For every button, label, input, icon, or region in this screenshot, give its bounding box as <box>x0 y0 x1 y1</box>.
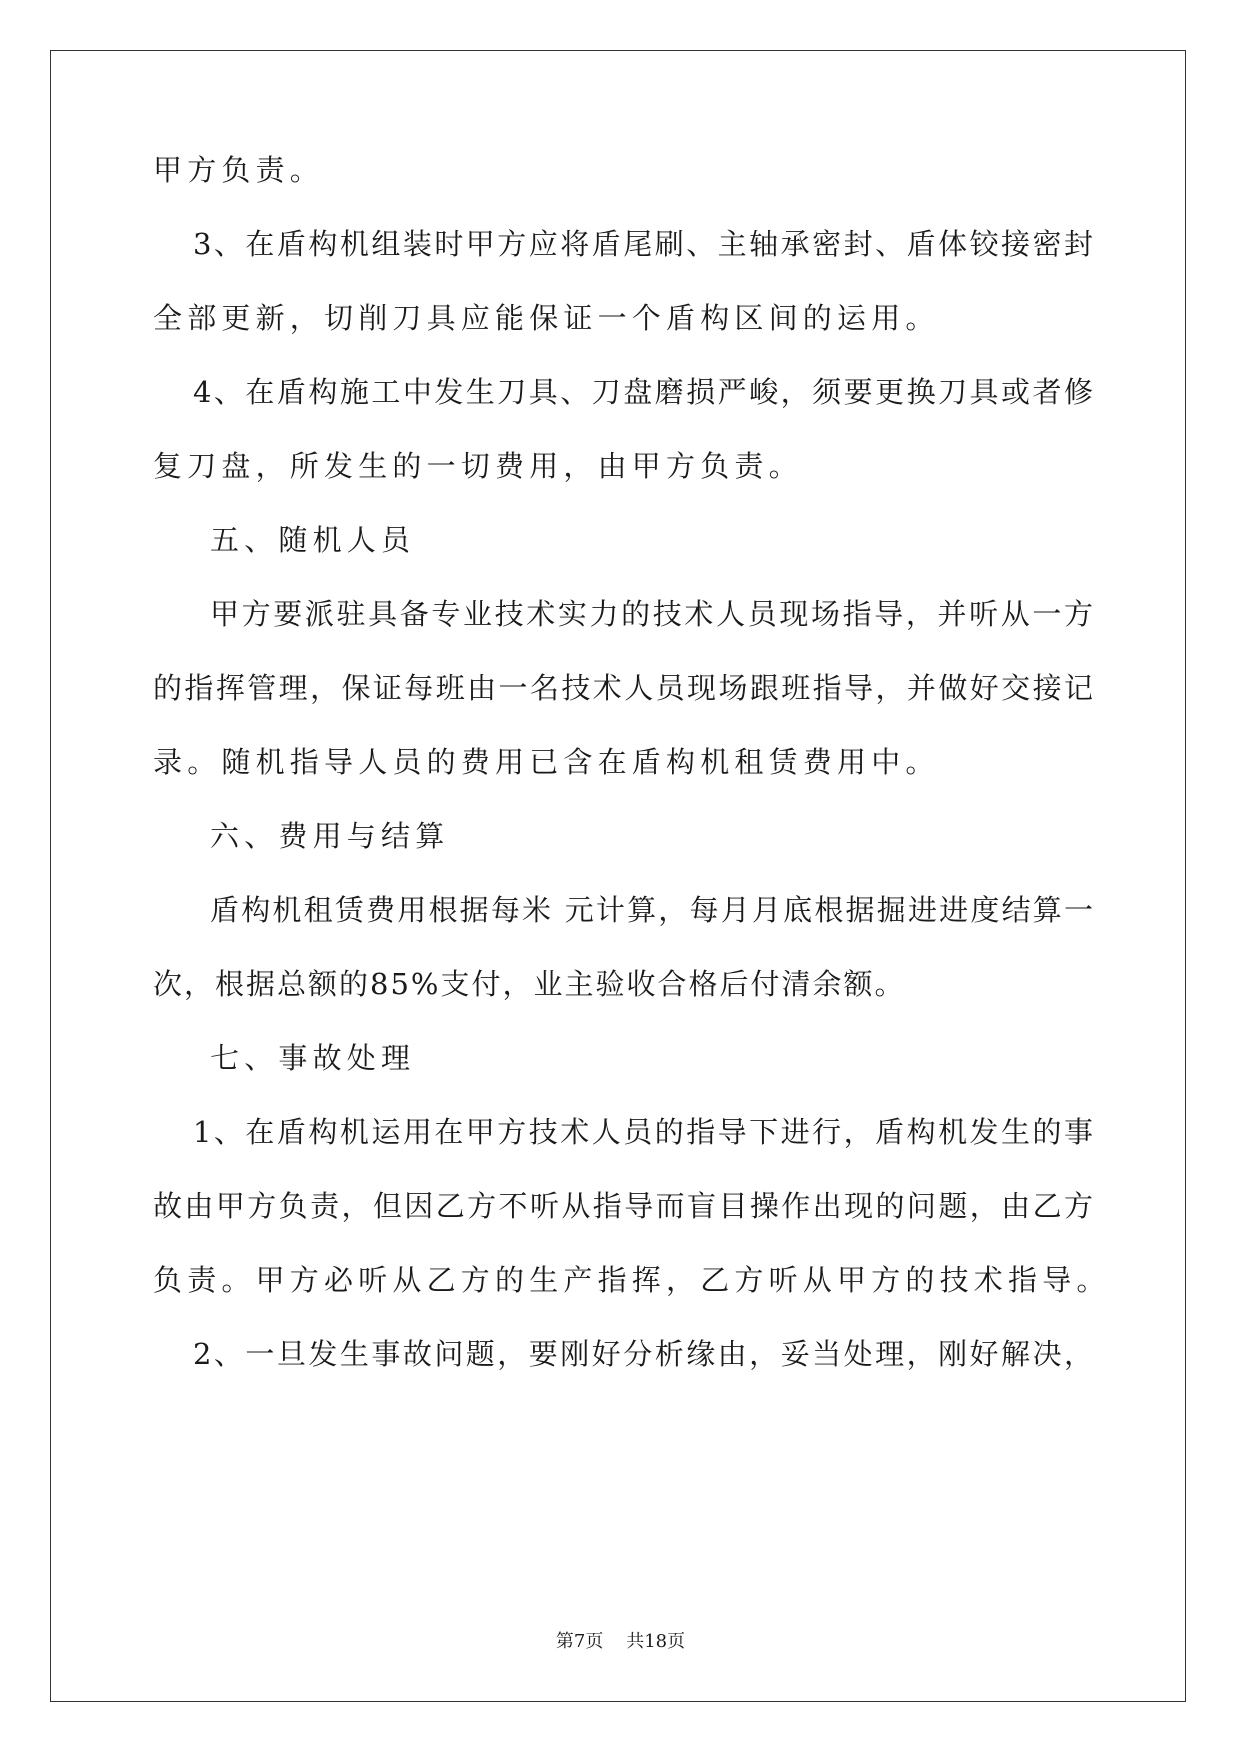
page-total: 共18页 <box>626 1631 686 1652</box>
page-footer <box>0 1630 1241 1654</box>
text-line-5: 复刀盘，所发生的一切费用，由甲方负责。 <box>153 449 803 483</box>
section-heading-accident: 七、事故处理 <box>210 1041 416 1075</box>
page-number: 第7页 <box>555 1631 604 1652</box>
text-line-3: 全部更新，切削刀具应能保证一个盾构区间的运用。 <box>153 301 940 335</box>
text-line-14: 1、在盾构机运用在甲方技术人员的指导下进行，盾构机发生的事 <box>193 1115 1093 1149</box>
text-line-2: 3、在盾构机组装时甲方应将盾尾刷、主轴承密封、盾体铰接密封 <box>193 227 1093 261</box>
text-line-17: 2、一旦发生事故问题，要刚好分析缘由，妥当处理，刚好解决， <box>193 1337 1093 1371</box>
text-line-7: 甲方要派驻具备专业技术实力的技术人员现场指导，并听从一方 <box>210 597 1093 631</box>
text-line-8: 的指挥管理，保证每班由一名技术人员现场跟班指导，并做好交接记 <box>153 671 1093 705</box>
text-line-16: 负责。甲方必听从乙方的生产指挥，乙方听从甲方的技术指导。 <box>153 1263 1111 1297</box>
text-line-11: 盾构机租赁费用根据每米 元计算，每月月底根据掘进进度结算一 <box>210 893 1093 927</box>
text-line-15: 故由甲方负责，但因乙方不听从指导而盲目操作出现的问题，由乙方 <box>153 1189 1093 1223</box>
text-line-12: 次，根据总额的85%支付，业主验收合格后付清余额。 <box>153 967 906 1001</box>
section-heading-personnel: 五、随机人员 <box>210 523 416 557</box>
text-line-4: 4、在盾构施工中发生刀具、刀盘磨损严峻，须要更换刀具或者修 <box>193 375 1093 409</box>
text-line-1: 甲方负责。 <box>153 153 325 187</box>
text-line-9: 录。随机指导人员的费用已含在盾构机租赁费用中。 <box>153 745 940 779</box>
section-heading-fees: 六、费用与结算 <box>210 819 450 853</box>
